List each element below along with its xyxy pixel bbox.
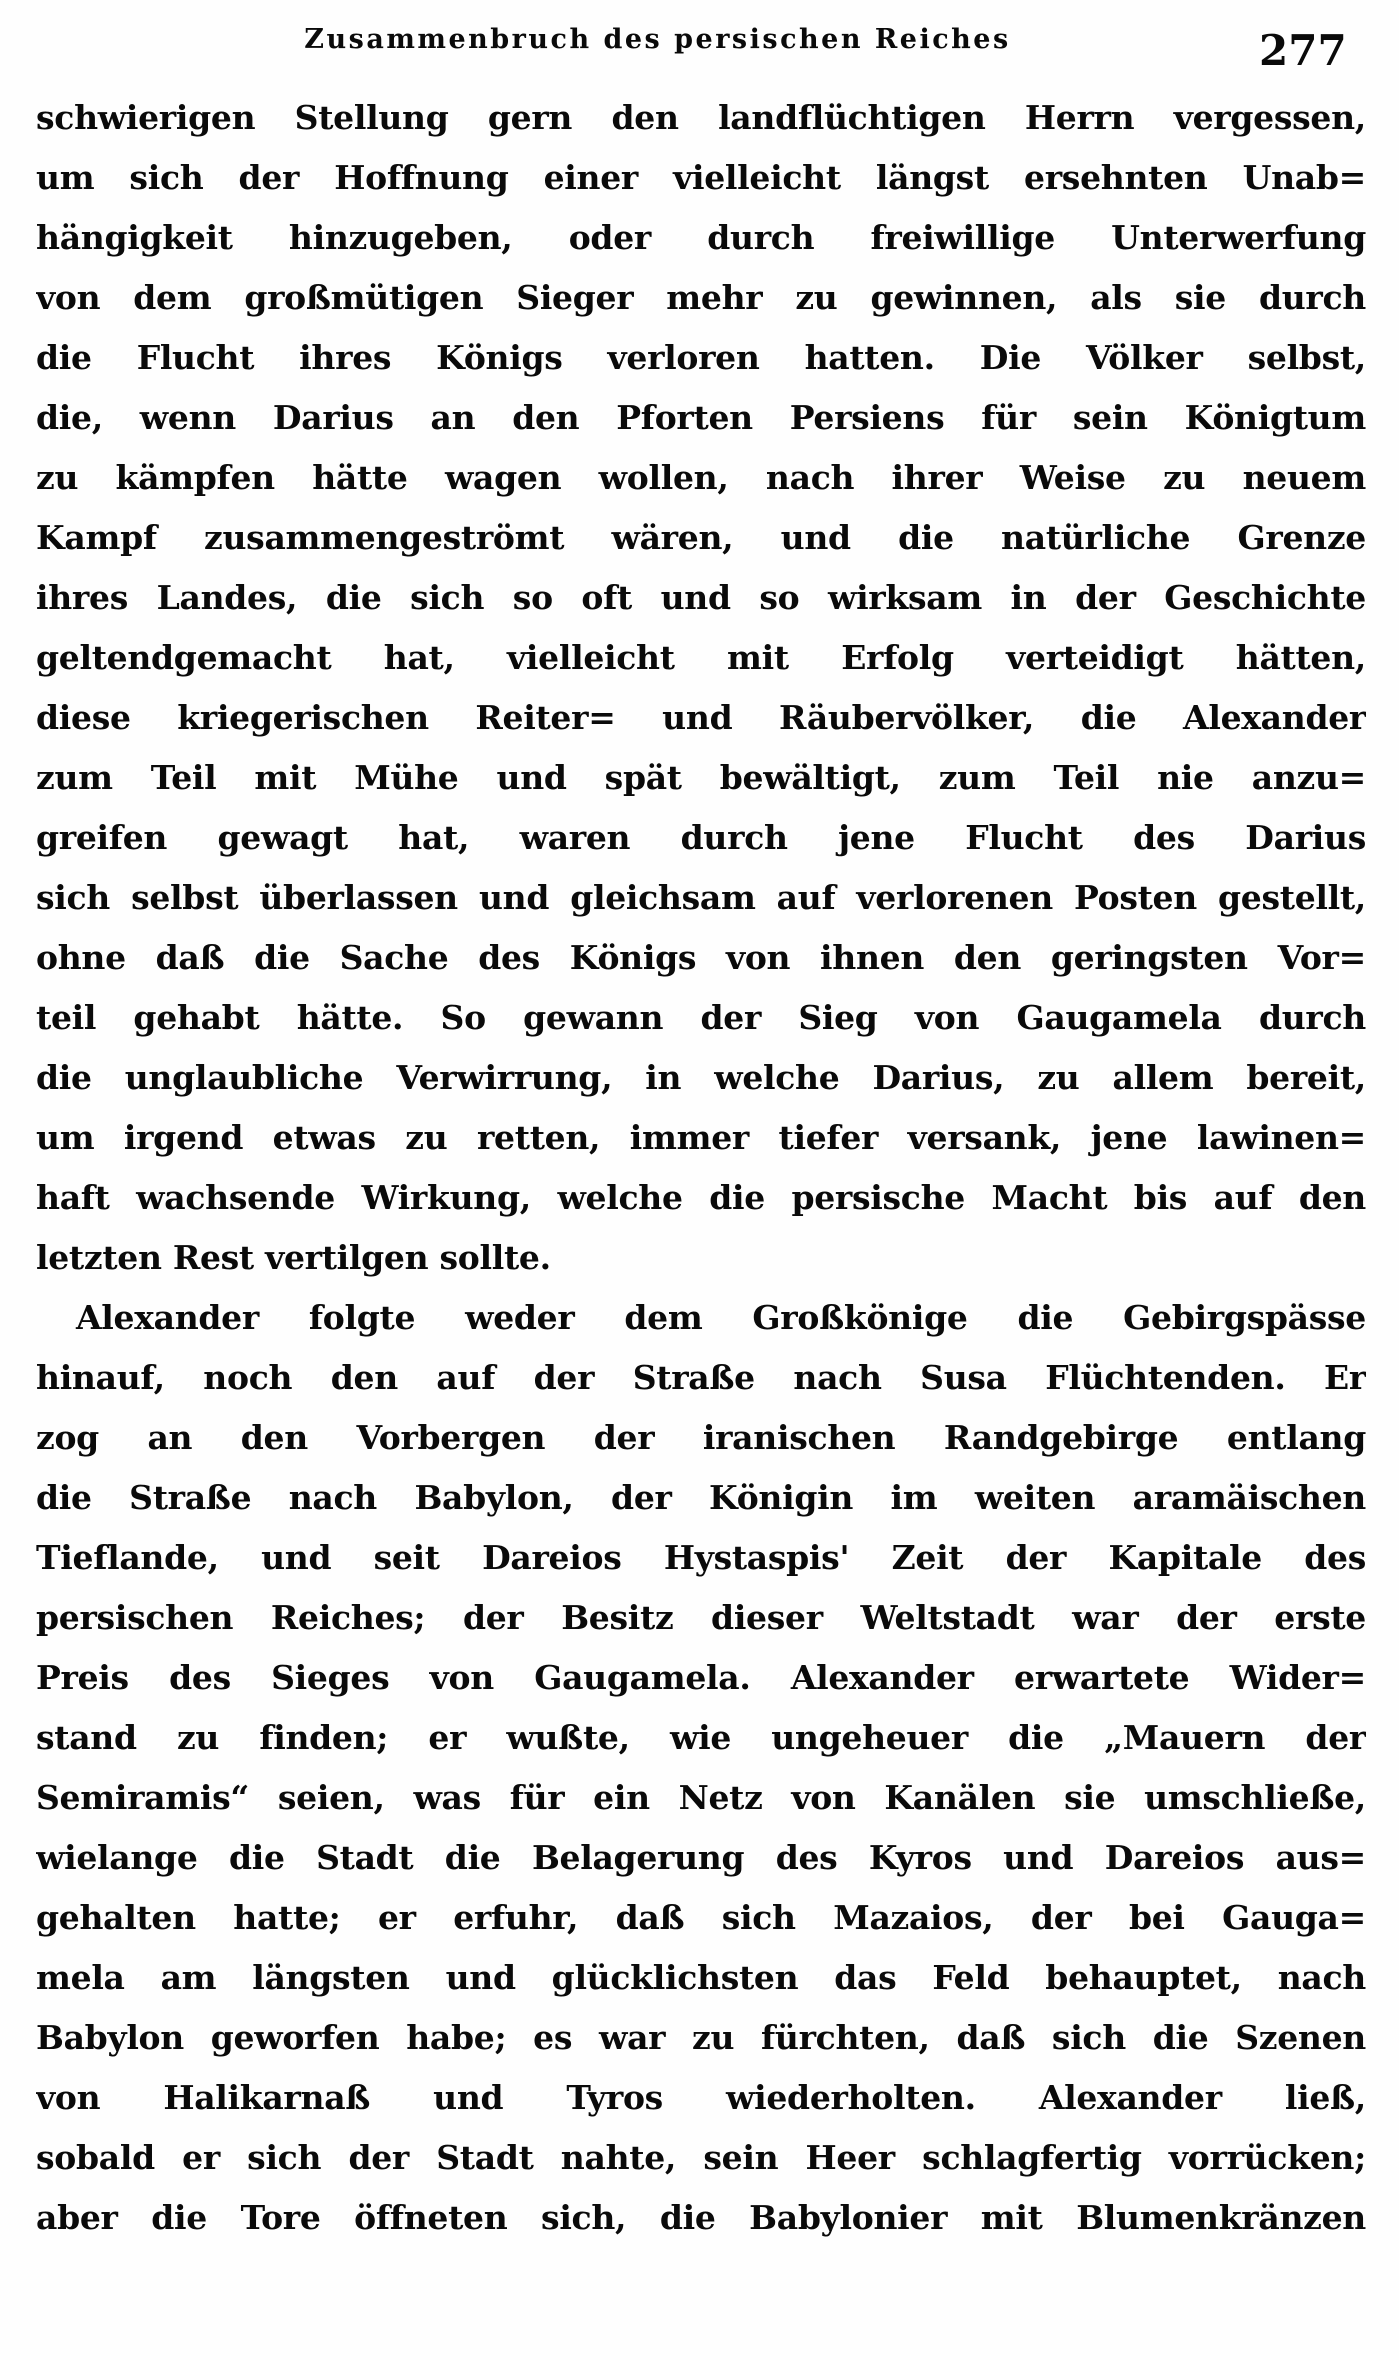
text-line: um irgend etwas zu retten, immer tiefer versank, jene lawinen= [36, 1118, 1366, 1157]
text-line: Alexander folgte weder dem Großkönige die Gebirgspässe [76, 1298, 1366, 1337]
text-line: Preis des Sieges von Gaugamela. Alexander erwartete Wider= [36, 1658, 1366, 1697]
running-header [36, 24, 1279, 55]
text-line: ihres Landes, die sich so oft und so wirksam in der Geschichte [36, 578, 1366, 617]
text-line: Tieflande, und seit Dareios Hystaspis' Zeit der Kapitale des [36, 1538, 1366, 1577]
text-line: schwierigen Stellung gern den landflüchtigen Herrn vergessen, [36, 98, 1366, 137]
text-line: hinauf, noch den auf der Straße nach Susa Flüchtenden. Er [36, 1358, 1366, 1397]
text-line: die Flucht ihres Königs verloren hatten. Die Völker selbst, [36, 338, 1366, 377]
text-line: persischen Reiches; der Besitz dieser Weltstadt war der erste [36, 1598, 1366, 1637]
text-line: sich selbst überlassen und gleichsam auf verlorenen Posten gestellt, [36, 878, 1366, 917]
text-line: mela am längsten und glücklichsten das Feld behauptet, nach [36, 1958, 1366, 1997]
text-line: Semiramis“ seien, was für ein Netz von Kanälen sie umschließe, [36, 1778, 1366, 1817]
text-line: aber die Tore öffneten sich, die Babylonier mit Blumenkränzen [36, 2198, 1366, 2237]
text-line: von dem großmütigen Sieger mehr zu gewinnen, als sie durch [36, 278, 1366, 317]
text-line: wielange die Stadt die Belagerung des Kyros und Dareios aus= [36, 1838, 1366, 1877]
text-line: haft wachsende Wirkung, welche die persische Macht bis auf den [36, 1178, 1366, 1217]
page-body [36, 88, 1366, 2248]
text-line: geltendgemacht hat, vielleicht mit Erfolg verteidigt hätten, [36, 638, 1366, 677]
page-number: 277 [1259, 26, 1347, 75]
text-line: stand zu finden; er wußte, wie ungeheuer die „Mauern der [36, 1718, 1366, 1757]
text-line: letzten Rest vertilgen sollte. [36, 1238, 551, 1277]
text-line: greifen gewagt hat, waren durch jene Flucht des Darius [36, 818, 1366, 857]
text-line: zum Teil mit Mühe und spät bewältigt, zum Teil nie anzu= [36, 758, 1366, 797]
text-line: Babylon geworfen habe; es war zu fürchten, daß sich die Szenen [36, 2018, 1366, 2057]
text-line: diese kriegerischen Reiter= und Räubervölker, die Alexander [36, 698, 1366, 737]
text-line: um sich der Hoffnung einer vielleicht längst ersehnten Unab= [36, 158, 1366, 197]
text-line: zu kämpfen hätte wagen wollen, nach ihrer Weise zu neuem [36, 458, 1366, 497]
text-line: hängigkeit hinzugeben, oder durch freiwillige Unterwerfung [36, 218, 1366, 257]
text-line: Kampf zusammengeströmt wären, und die natürliche Grenze [36, 518, 1366, 557]
text-line: sobald er sich der Stadt nahte, sein Heer schlagfertig vorrücken; [36, 2138, 1366, 2177]
text-line: die Straße nach Babylon, der Königin im weiten aramäischen [36, 1478, 1366, 1517]
text-line: ohne daß die Sache des Königs von ihnen den geringsten Vor= [36, 938, 1366, 977]
chapter-header: Zusammenbruch des persischen Reiches [304, 24, 1011, 55]
text-line: gehalten hatte; er erfuhr, daß sich Mazaios, der bei Gauga= [36, 1898, 1366, 1937]
text-line: von Halikarnaß und Tyros wiederholten. Alexander ließ, [36, 2078, 1366, 2117]
text-line: zog an den Vorbergen der iranischen Randgebirge entlang [36, 1418, 1366, 1457]
text-line: teil gehabt hätte. So gewann der Sieg von Gaugamela durch [36, 998, 1366, 1037]
text-line: die, wenn Darius an den Pforten Persiens für sein Königtum [36, 398, 1366, 437]
text-line: die unglaubliche Verwirrung, in welche Darius, zu allem bereit, [36, 1058, 1366, 1097]
